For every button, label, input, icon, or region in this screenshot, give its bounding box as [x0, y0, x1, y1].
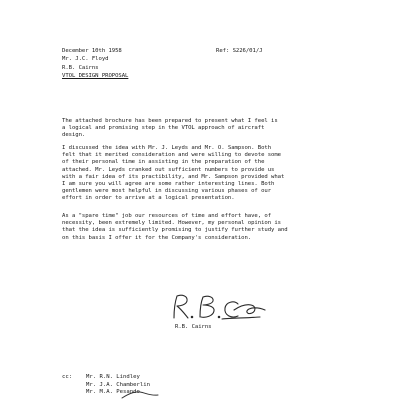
signature-name: R.B. Cairns	[175, 324, 212, 330]
paragraph-line: with a fair idea of its practibility, and Mr. Sampson provided what	[62, 173, 285, 180]
paragraph-3	[62, 213, 362, 242]
handwritten-signature	[168, 292, 278, 322]
paragraph-line: gentlemen were most helpful in discussing various phases of our	[62, 188, 272, 195]
paragraph-line: on this basis I offer it for the Company's consideration.	[62, 234, 252, 241]
paragraph-line: felt that it merited consideration and were willing to devote some	[62, 152, 281, 159]
paragraph-line: design.	[62, 132, 86, 139]
memo-to: Mr. J.C. Floyd	[62, 56, 109, 62]
memo-date: December 10th 1958	[62, 48, 122, 54]
paragraph-line: effort in order to arrive at a logical presentation.	[62, 195, 235, 202]
memo-from: R.B. Cairns	[62, 65, 99, 71]
paragraph-line: of their personal time in assisting in the preparation of the	[62, 159, 265, 166]
paragraph-2	[62, 145, 362, 203]
cc-recipient: Mr. M.A. Pesando	[86, 389, 140, 396]
cc-recipient: Mr. J.A. Chamberlin	[86, 381, 150, 388]
paragraph-line: that the idea is sufficiently promising to justify further study and	[62, 227, 288, 234]
paragraph-line: attached. Mr. Leyds cranked out sufficient numbers to provide us	[62, 166, 275, 173]
cc-label: cc:	[62, 374, 73, 380]
paragraph-line: I discussed the idea with Mr. J. Leyds and Mr. O. Sampson. Both	[62, 145, 272, 151]
handwritten-mark	[120, 388, 160, 400]
paragraph-line: As a "spare time" job our resources of time and effort have, of	[62, 213, 272, 219]
memo-ref: Ref: S226/01/J	[216, 48, 263, 54]
paragraph-1	[62, 118, 362, 140]
cc-recipient: Mr. R.N. Lindley	[86, 374, 140, 380]
paragraph-line: The attached brochure has been prepared to present what I feel is	[62, 118, 278, 124]
memo-subject: VTOL DESIGN PROPOSAL	[62, 73, 129, 79]
paragraph-line: I am sure you will agree are some rather interesting lines. Both	[62, 181, 275, 188]
paragraph-line: a logical and promising step in the VTOL approach of aircraft	[62, 125, 265, 132]
paragraph-line: necessity, been extremely limited. However, my personal opinion is	[62, 220, 281, 227]
